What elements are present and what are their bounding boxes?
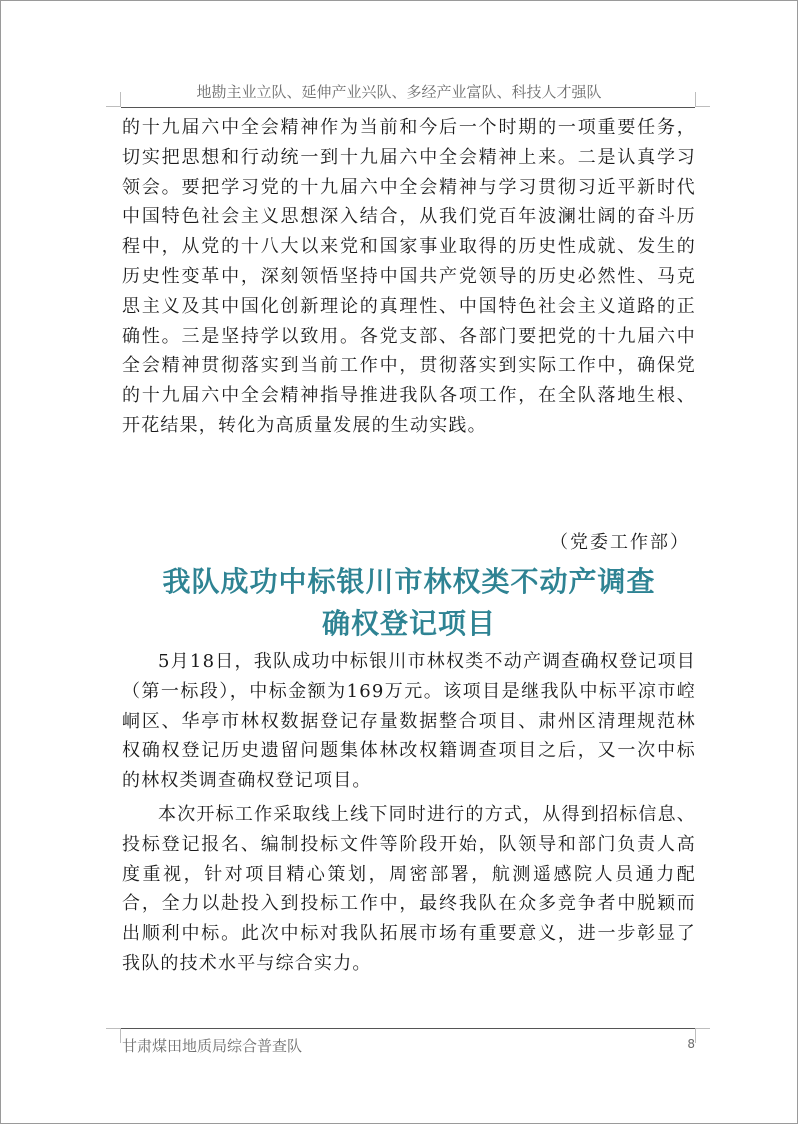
- article-title-line-1: 我队成功中标银川市林权类不动产调查: [162, 565, 656, 598]
- article-paragraph-2: 本次开标工作采取线上线下同时进行的方式，从得到招标信息、投标登记报名、编制投标文件等阶段开始，队领导和部门负责人高度重视，针对项目精心策划，周密部署，航测遥感院人员通力配合，全力以赴投入到投标工作中，最终我队在众多竞争者中脱颖而出顺利中标。此次中标对我队拓展市场有重要意义，进一步彰显了我队的技术水平与综合实力。: [122, 803, 696, 974]
- article-paragraph-1: 5月18日，我队成功中标银川市林权类不动产调查确权登记项目（第一标段），中标金额为169万元。该项目是继我队中标平凉市崆峒区、华亭市林权数据登记存量数据整合项目、肃州区清理规范林权确权登记历史遗留问题集体林改权籍调查项目之后，又一次中标的林权类调查确权登记项目。: [122, 651, 696, 792]
- article-title-line-2: 确权登记项目: [321, 607, 496, 640]
- crop-mark-bottom-left: [106, 1028, 121, 1043]
- department-signature: （党委工作部）: [550, 532, 690, 553]
- continued-body-text: [122, 113, 696, 441]
- crop-mark-top-right: [695, 92, 710, 107]
- page-header: 地勘主业立队、延伸产业兴队、多经产业富队、科技人才强队: [196, 83, 602, 101]
- footer-divider: [121, 1028, 695, 1029]
- crop-mark-top-left: [106, 92, 121, 107]
- crop-mark-bottom-right: [695, 1028, 710, 1043]
- header-divider: [121, 107, 695, 108]
- page-number: 8: [687, 1037, 695, 1051]
- article-title: [101, 561, 717, 645]
- footer-organization: 甘肃煤田地质局综合普查队: [122, 1037, 303, 1055]
- article-body: [122, 647, 696, 983]
- continued-paragraph: 的十九届六中全会精神作为当前和今后一个时期的一项重要任务，切实把思想和行动统一到十九届六中全会精神上来。二是认真学习领会。要把学习党的十九届六中全会精神与学习贯彻习近平新时代中国特色社会主义思想深入结合，从我们党百年波澜壮阔的奋斗历程中，从党的十八大以来党和国家事业取得的历史性成就、发生的历史性变革中，深刻领悟坚持中国共产党领导的历史必然性、马克思主义及其中国化创新理论的真理性、中国特色社会主义道路的正确性。三是坚持学以致用。各党支部、各部门要把党的十九届六中全会精神贯彻落实到当前工作中，贯彻落实到实际工作中，确保党的十九届六中全会精神指导推进我队各项工作，在全队落地生根、开花结果，转化为高质量发展的生动实践。: [122, 117, 696, 436]
